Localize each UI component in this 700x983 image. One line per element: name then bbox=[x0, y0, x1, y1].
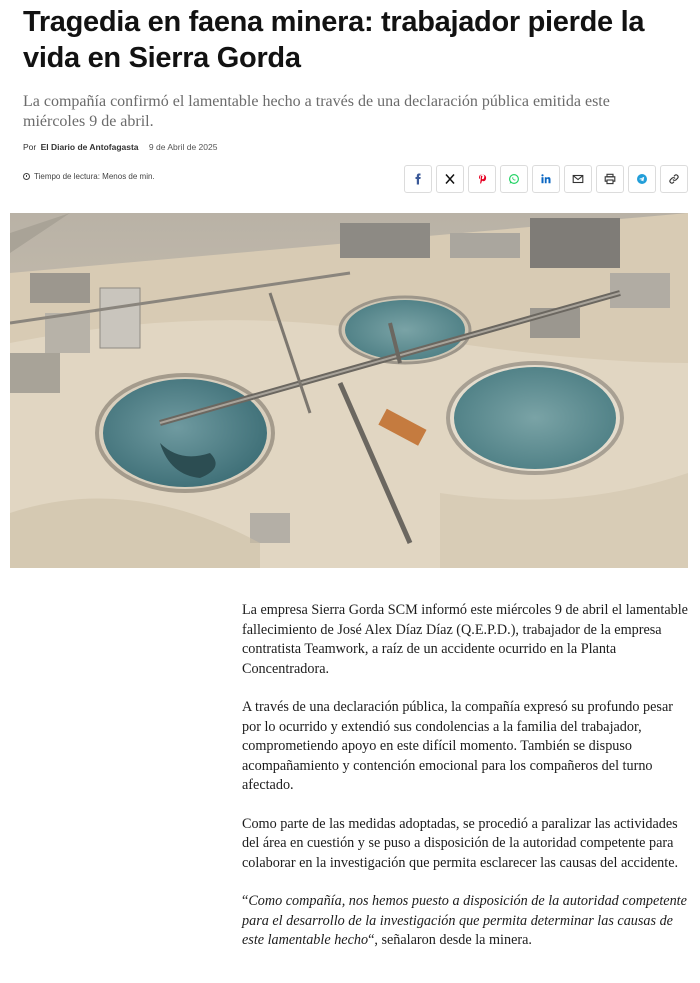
whatsapp-icon bbox=[508, 173, 520, 185]
share-telegram-button[interactable] bbox=[628, 165, 656, 193]
print-button[interactable] bbox=[596, 165, 624, 193]
share-email-button[interactable] bbox=[564, 165, 592, 193]
share-linkedin-button[interactable] bbox=[532, 165, 560, 193]
mine-aerial-photo bbox=[10, 213, 688, 568]
article-subtitle: La compañía confirmó el lamentable hecho a través de una declaración pública emitida este miércoles 9 de abril. bbox=[23, 93, 610, 130]
quote-text: Como compañía, nos hemos puesto a disposición de la autoridad competente para el desarrollo de la investigación que permita determinar las causas de este lamentable hecho bbox=[242, 893, 687, 948]
linkedin-icon bbox=[540, 173, 552, 185]
copy-link-button[interactable] bbox=[660, 165, 688, 193]
reading-time bbox=[23, 172, 155, 181]
author-link[interactable]: El Diario de Antofagasta bbox=[40, 142, 139, 152]
paragraph: Como parte de las medidas adoptadas, se procedió a paralizar las actividades del área en cuestión y se puso a disposición de la autoridad competente para colaborar en la investigación que permita esclarecer las causas del accidente. bbox=[242, 815, 679, 871]
paragraph: La empresa Sierra Gorda SCM informó este miércoles 9 de abril el lamentable fallecimiento de José Alex Díaz Díaz (Q.E.P.D.), trabajador de la empresa contratista Teamwork, a raíz de un accidente ocurrido en la Planta Concentradora. bbox=[242, 602, 688, 677]
share-whatsapp-button[interactable] bbox=[500, 165, 528, 193]
share-pinterest-button[interactable] bbox=[468, 165, 496, 193]
share-facebook-button[interactable] bbox=[404, 165, 432, 193]
facebook-icon bbox=[412, 173, 424, 185]
copy-link-icon bbox=[668, 173, 680, 185]
hero-image bbox=[10, 213, 688, 568]
clock-icon bbox=[23, 173, 30, 180]
publish-date: 9 de Abril de 2025 bbox=[148, 142, 218, 152]
reading-time-label: Tiempo de lectura: Menos de min. bbox=[34, 172, 155, 181]
x-icon bbox=[444, 173, 456, 185]
print-icon bbox=[604, 173, 616, 185]
share-x-button[interactable] bbox=[436, 165, 464, 193]
telegram-icon bbox=[636, 173, 648, 185]
quote-open-mark: “ bbox=[242, 893, 249, 909]
quote-attribution: “, señalaron desde la minera. bbox=[368, 932, 532, 948]
article-headline: Tragedia en faena minera: trabajador pierde la vida en Sierra Gorda bbox=[23, 6, 645, 74]
email-icon bbox=[572, 173, 584, 185]
paragraph: A través de una declaración pública, la compañía expresó su profundo pesar por lo ocurrido y extendió sus condolencias a la familia del trabajador, comprometiendo apoyo en este difícil momento. También se dispuso acompañamiento y contención emocional para los compañeros del turno afectado. bbox=[242, 699, 673, 793]
byline-prefix: Por bbox=[23, 142, 37, 152]
pinterest-icon bbox=[476, 173, 488, 185]
share-bar bbox=[404, 165, 688, 193]
quote-paragraph bbox=[242, 892, 688, 951]
article-body bbox=[242, 601, 688, 970]
byline bbox=[23, 142, 217, 152]
